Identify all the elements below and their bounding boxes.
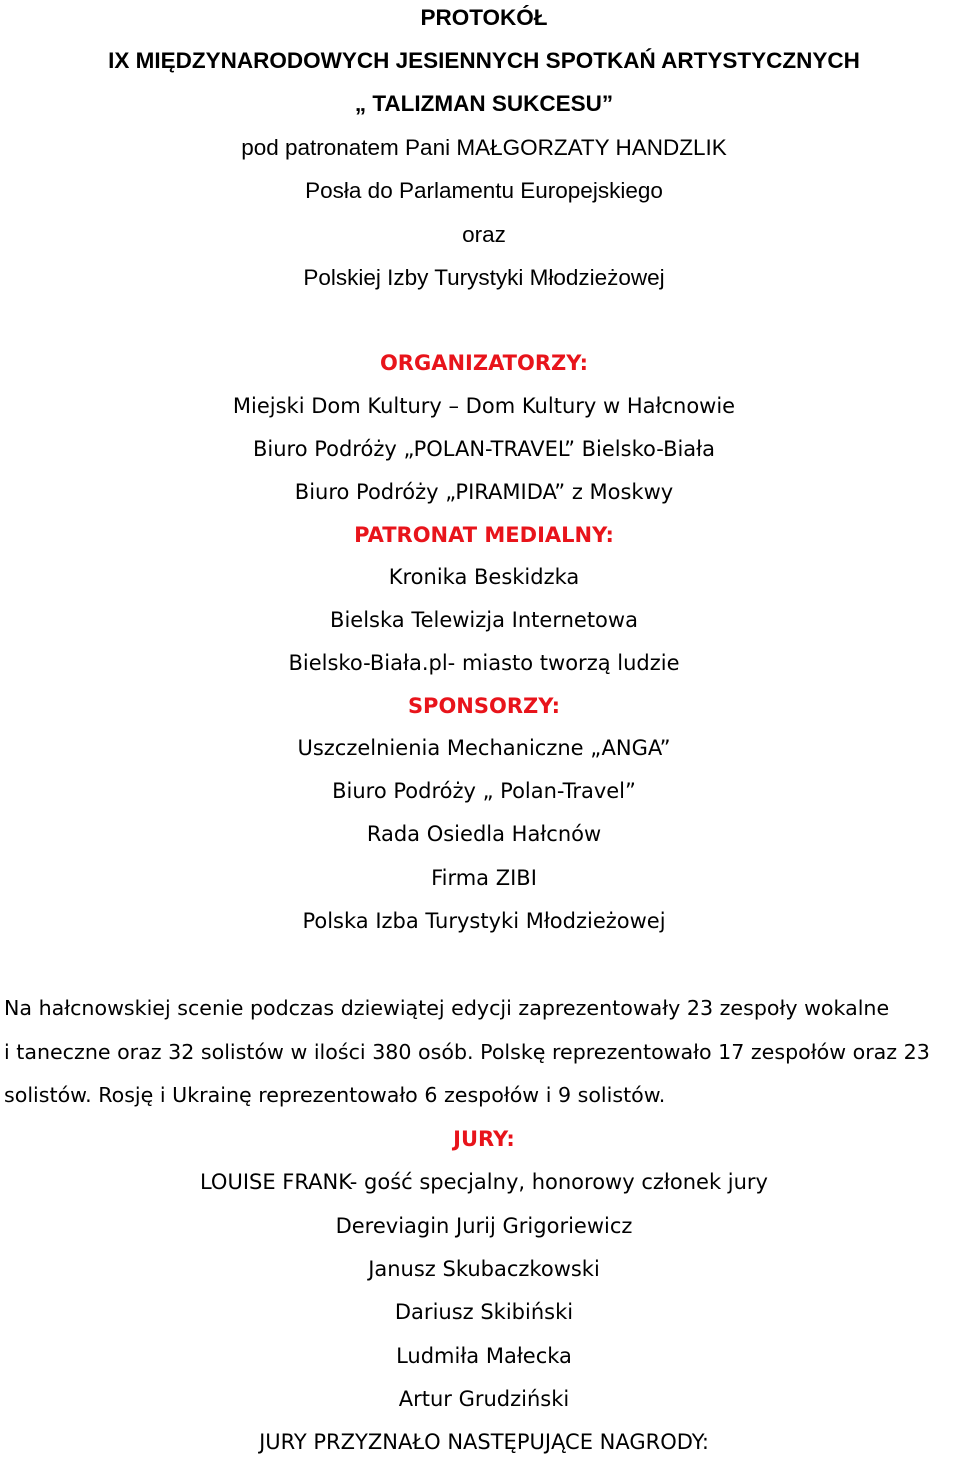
organizer-item: Biuro Podróży „PIRAMIDA” z Moskwy <box>294 480 674 504</box>
sponsor-item: Uszczelnienia Mechaniczne „ANGA” <box>297 736 671 760</box>
summary-line-1: Na hałcnowskiej scenie podczas dziewiątej edycji zaprezentowały 23 zespoły wokalne <box>4 996 890 1020</box>
organizers-heading: ORGANIZATORZY: <box>379 351 589 375</box>
organizer-item: Miejski Dom Kultury – Dom Kultury w Hałcnowie <box>232 394 736 418</box>
event-title: IX MIĘDZYNARODOWYCH JESIENNYCH SPOTKAŃ ARTYSTYCZNYCH <box>108 48 860 73</box>
patronage-line-2: Posła do Parlamentu Europejskiego <box>305 178 663 203</box>
jury-member: Artur Grudziński <box>398 1387 570 1411</box>
jury-member: Dariusz Skibiński <box>394 1300 574 1324</box>
jury-heading: JURY: <box>453 1127 515 1151</box>
sponsor-item: Biuro Podróży „ Polan-Travel” <box>332 779 636 803</box>
sponsor-item: Polska Izba Turystyki Młodzieżowej <box>302 909 666 933</box>
organizer-item: Biuro Podróży „POLAN-TRAVEL” Bielsko-Biała <box>252 437 716 461</box>
summary-line-3: solistów. Rosję i Ukrainę reprezentowało 6 zespołów i 9 solistów. <box>4 1083 666 1107</box>
event-name: „ TALIZMAN SUKCESU” <box>354 91 614 116</box>
patronage-line-3: Polskiej Izby Turystyki Młodzieżowej <box>303 265 665 290</box>
sponsor-item: Rada Osiedla Hałcnów <box>366 822 602 846</box>
document-title: PROTOKÓŁ <box>420 5 548 30</box>
media-item: Bielsko-Biała.pl- miasto tworzą ludzie <box>288 651 680 675</box>
jury-member: LOUISE FRANK- gość specjalny, honorowy członek jury <box>199 1170 768 1194</box>
patronage-line-1: pod patronatem Pani MAŁGORZATY HANDZLIK <box>241 135 727 160</box>
sponsor-item: Firma ZIBI <box>431 866 537 890</box>
summary-line-2: i taneczne oraz 32 solistów w ilości 380 osób. Polskę reprezentowało 17 zespołów oraz 23 <box>4 1040 930 1064</box>
patronage-and: oraz <box>462 222 506 247</box>
media-item: Bielska Telewizja Internetowa <box>330 608 638 632</box>
media-heading: PATRONAT MEDIALNY: <box>354 523 614 547</box>
sponsors-heading: SPONSORZY: <box>407 694 561 718</box>
awards-line: JURY PRZYZNAŁO NASTĘPUJĄCE NAGRODY: <box>259 1430 709 1454</box>
jury-member: Ludmiła Małecka <box>396 1344 572 1368</box>
media-item: Kronika Beskidzka <box>388 565 580 589</box>
jury-member: Janusz Skubaczkowski <box>368 1257 600 1281</box>
jury-member: Dereviagin Jurij Grigoriewicz <box>335 1214 633 1238</box>
